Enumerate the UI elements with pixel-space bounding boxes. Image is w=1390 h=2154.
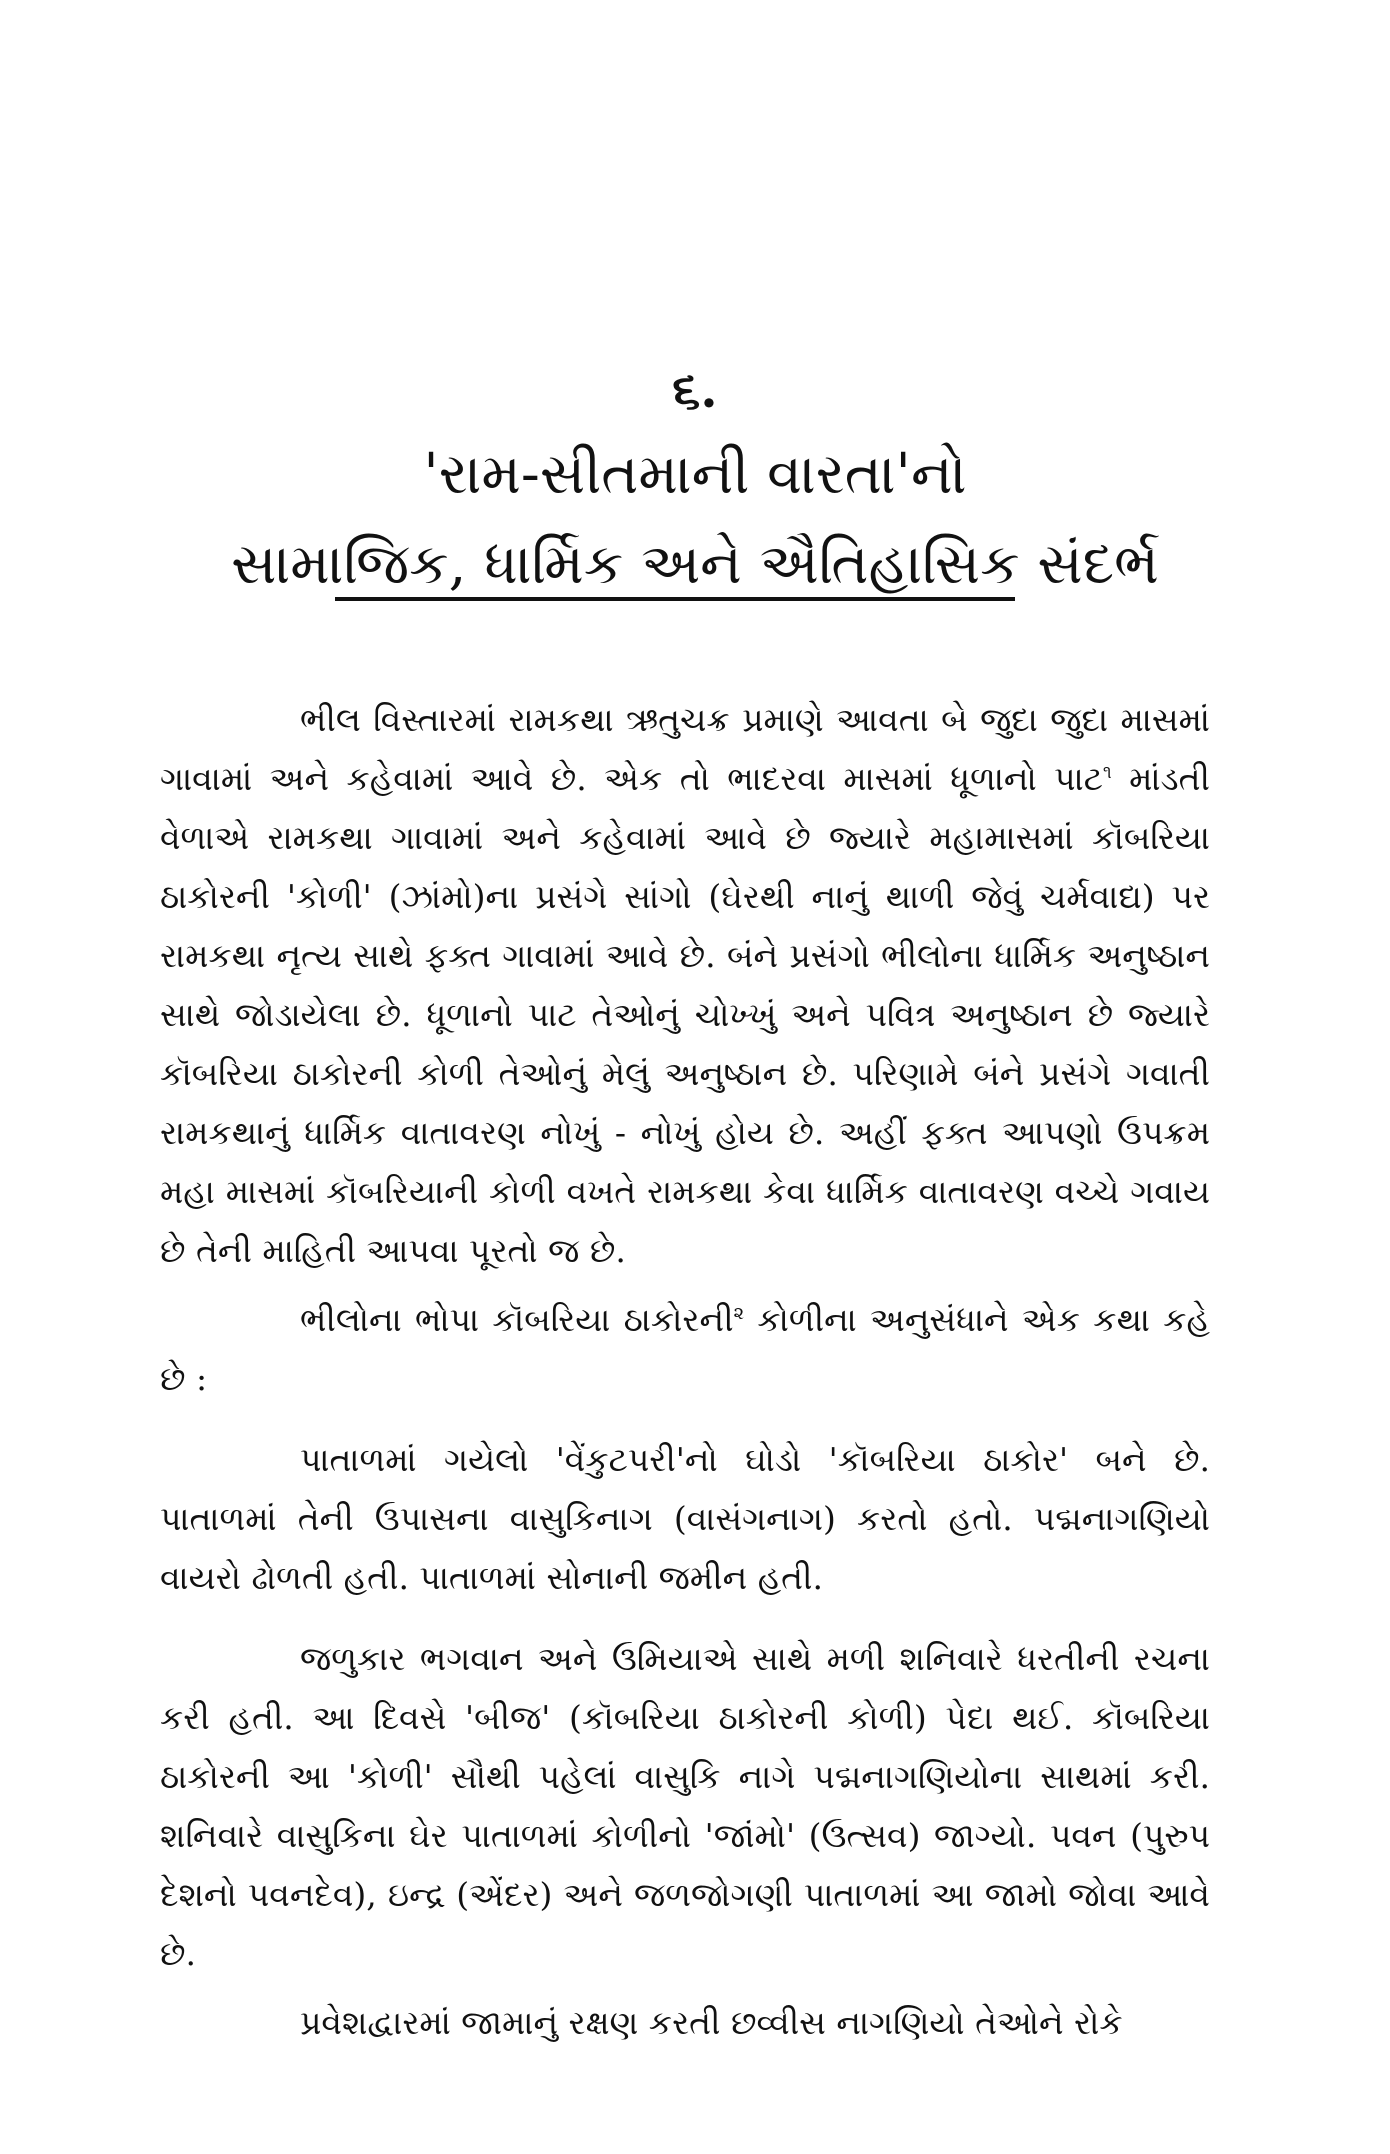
chapter-number: ૬. xyxy=(672,360,718,419)
paragraph-bhopa-text-b: કોળીના અનુસંધાને એક કથા કહે છે : xyxy=(160,1300,1210,1398)
paragraph-bhopa xyxy=(160,1290,1210,1408)
paragraph-bhopa-text-a: ભીલોના ભોપા કૉબરિયા ઠાકોરની xyxy=(300,1300,734,1339)
paragraph-intro-text-a: ભીલ વિસ્તારમાં રામકથા ઋતુચક્ર પ્રમાણે આવતા બે જુદા જુદા માસમાં ગાવામાં અને કહેવામાં આવે છે. એક તો ભાદરવા માસમાં ધૂળાનો પાટ xyxy=(160,700,1210,798)
chapter-title xyxy=(0,430,1390,610)
paragraph-intro-text-b: માંડતી વેળાએ રામકથા ગાવામાં અને કહેવામાં આવે છે જ્યારે મહામાસમાં કૉબરિયા ઠાકોરની 'કોળી' (ઝાંમો)ના પ્રસંગે સાંગો (ઘેરથી નાનું થાળી જેવું ચર્મવાદ્ય) પર રામકથા નૃત્ય સાથે ફક્ત ગાવામાં આવે છે. બંને પ્રસંગો ભીલોના ધાર્મિક અનુષ્ઠાન સાથે જોડાયેલા છે. ધૂળાનો પાટ તેઓનું ચોખ્ખું અને પવિત્ર અનુષ્ઠાન છે જ્યારે કૉબરિયા ઠાકોરની કોળી તેઓનું મેલું અનુષ્ઠાન છે. પરિણામે બંને પ્રસંગે ગવાતી રામકથાનું ધાર્મિક વાતાવરણ નોખું - નોખું હોય છે. અહીં ફક્ત આપણો ઉપક્રમ મહા માસમાં કૉબરિયાની કોળી વખતે રામકથા કેવા ધાર્મિક વાતાવરણ વચ્ચે ગવાય છે તેની માહિતી આપવા પૂરતો જ છે. xyxy=(160,759,1210,1270)
footnote-ref-1: ૧ xyxy=(1102,762,1112,783)
paragraph-entrance: પ્રવેશદ્વારમાં જામાનું રક્ષણ કરતી છવ્વીસ નાગણિયો તેઓને રોકે xyxy=(300,2003,1123,2042)
paragraph-story-creation: જળુકાર ભગવાન અને ઉમિયાએ સાથે મળી શનિવારે ધરતીની રચના કરી હતી. આ દિવસે 'બીજ' (કૉબરિયા ઠાકોરની કોળી) પેદા થઈ. કૉબરિયા ઠાકોરની આ 'કોળી' સૌથી પહેલાં વાસુકિ નાગે પદ્મનાગણિયોના સાથમાં કરી. શનિવારે વાસુકિના ઘેર પાતાળમાં કોળીનો 'જાંમો' (ઉત્સવ) જાગ્યો. પવન (પુરુપ દેશનો પવનદેવ), ઇન્દ્ર (એંદર) અને જળજોગણી પાતાળમાં આ જામો જોવા આવે છે. xyxy=(160,1639,1210,1973)
chapter-title-line-1: 'રામ-સીતમાની વારતા'નો xyxy=(423,442,967,507)
body-text xyxy=(160,690,1210,2052)
chapter-title-line-2: સામાજિક, ધાર્મિક અને ઐતિહાસિક સંદર્ભ xyxy=(231,532,1159,597)
title-underline-rule xyxy=(335,597,1015,601)
paragraph-story-patal: પાતાળમાં ગયેલો 'વેંકુટપરી'નો ઘોડો 'કૉબરિયા ઠાકોર' બને છે. પાતાળમાં તેની ઉપાસના વાસુકિનાગ (વાસંગનાગ) કરતો હતો. પદ્મનાગણિયો વાયરો ઢોળતી હતી. પાતાળમાં સોનાની જમીન હતી. xyxy=(160,1440,1210,1597)
footnote-ref-2: ૨ xyxy=(733,1303,745,1324)
paragraph-intro xyxy=(160,690,1210,1280)
